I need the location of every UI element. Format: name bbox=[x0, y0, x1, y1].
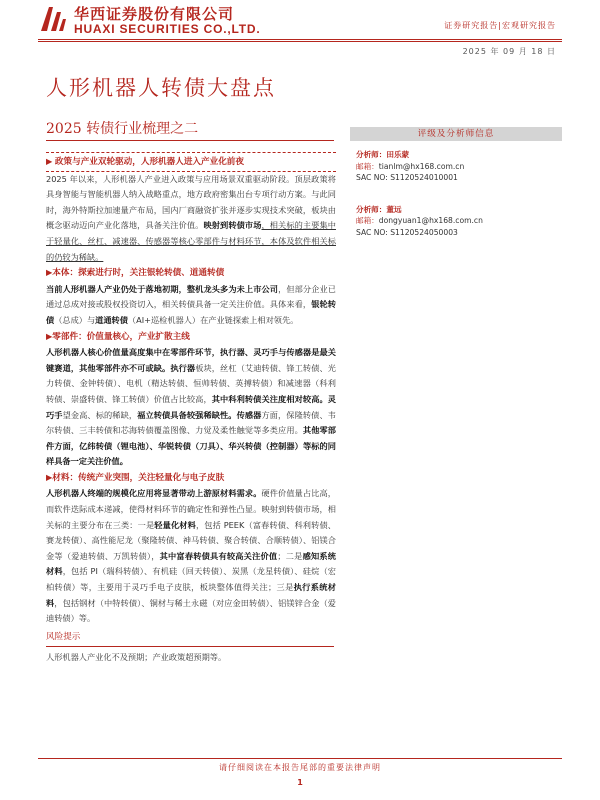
report-title: 人形机器人转债大盘点 bbox=[46, 76, 276, 100]
page-number: 1 bbox=[297, 778, 303, 787]
header-divider-secondary bbox=[38, 41, 562, 42]
triangle-bullet-icon: ▶ bbox=[46, 156, 55, 166]
section-2-heading: ▶本体：探索进行时，关注银轮转债、道通转债 bbox=[46, 267, 225, 279]
section-1-heading: ▶ 政策与产业双轮驱动，人形机器人进入产业化前夜 bbox=[46, 156, 244, 167]
report-subtitle: 2025 转债行业梳理之二 bbox=[46, 121, 199, 137]
header-divider bbox=[38, 39, 562, 40]
legal-disclaimer: 请仔细阅读在本报告尾部的重要法律声明 bbox=[219, 763, 381, 772]
analyst-sac: SAC NO: S1120524050003 bbox=[356, 227, 458, 237]
sidebar-heading: 评级及分析师信息 bbox=[350, 127, 562, 141]
section-1 bbox=[46, 152, 336, 172]
triangle-bullet-icon: ▶ bbox=[46, 330, 53, 341]
analyst-email-line: 邮箱：dongyuan1@hx168.com.cn bbox=[356, 216, 483, 225]
analyst-card bbox=[350, 149, 562, 184]
footer-divider bbox=[38, 758, 562, 759]
section-2-body: 当前人形机器人产业仍处于落地初期，整机龙头多为未上市公司，但部分企业已通过总成对接或股权投资切入，相关转债具备一定关注价值。具体来看，银轮转债（总成）与道通转债（AI+巡检机器人）在产业链探索上相对领先。 bbox=[46, 283, 336, 325]
company-name-en: HUAXI SECURITIES CO.,LTD. bbox=[74, 22, 261, 36]
analyst-name-line: 分析师：董远 bbox=[356, 204, 402, 214]
risk-divider bbox=[46, 646, 334, 647]
page-header bbox=[0, 0, 600, 50]
analyst-sidebar bbox=[350, 127, 562, 238]
risk-title: 风险提示 bbox=[46, 631, 81, 642]
huaxi-logo-icon bbox=[38, 4, 68, 34]
analyst-email-link[interactable]: dongyuan1@hx168.com.cn bbox=[378, 216, 483, 225]
section-1-body: 2025 年以来，人形机器人产业进入政策与应用场景双重驱动阶段。顶层政策将具身智能与智能机器人纳入战略重点，地方政府密集出台专项行动方案。与此同时，海外特斯拉加速量产布局，国内厂商融资扩张并逐步实现技术突破，板块由概念驱动迈向产业化落地，具备关注价值。映射到转债市场，相关标的主要集中于轻量化、丝杠、减速器、传感器等核心零部件与材料环节，本体及软件相关标的仍较为稀缺。 bbox=[46, 173, 336, 262]
analyst-name-line: 分析师：田乐蒙 bbox=[356, 150, 410, 159]
report-date: 2025 年 09 月 18 日 bbox=[462, 47, 556, 56]
subtitle-divider bbox=[46, 140, 334, 141]
analyst-email-link[interactable]: tianlm@hx168.com.cn bbox=[378, 161, 465, 171]
triangle-bullet-icon: ▶ bbox=[46, 471, 53, 482]
analyst-card bbox=[350, 204, 562, 239]
company-name-cn: 华西证券股份有限公司 bbox=[74, 5, 235, 23]
summary-body bbox=[46, 152, 336, 666]
report-type: 证券研究报告|宏观研究报告 bbox=[444, 21, 556, 30]
analyst-email-line: 邮箱：tianlm@hx168.com.cn bbox=[356, 161, 465, 171]
section-3-body: 人形机器人核心价值量高度集中在零部件环节，执行器、灵巧手与传感器是最关键赛道，其他零部件亦不可或缺。执行器板块，丝杠（艾迪转债、锋工转债、光力转债、金钟转债）、电机（精达转债、恒帅转债、英搏转债）和减速器（科利转债、崇盛转债、锋工转债）价值占比较高，其中科利转债关注度相对较高。灵巧手望金高、标的稀缺，福立转债具备较强稀缺性。传感器方面，保隆转债、韦尔转债、三丰转债和芯海转债覆盖图像、力觉及柔性触觉等多类应用。其他零部件方面，亿纬转债（锂电池）、华锐转债（刀具）、华兴转债（控制器）等标的同样具备一定关注价值。 bbox=[46, 347, 336, 467]
analyst-sac: SAC NO: S1120524010001 bbox=[356, 173, 458, 182]
section-4-body: 人形机器人终端的规模化应用将显著带动上游原材料需求。硬件价值量占比高，而软件迭际成本递减，使得材料环节的确定性和弹性凸显。映射到转债市场，相关标的主要分布在三类：一是轻量化材料，包括 PEEK（富春转债、科利转债、赛龙转债）、高性能尼龙（聚隆转债、神马转债、聚合转债、合顺转债）、铝镁合金等（爱迪转债、万凯转债），其中富春转债具有较高关注价值；二是感知系统材料，包括 PI（瑞科转债）、有机硅（回天转债）、炭黑（龙星转债）、硅烷（宏柏转债）等，主要用于灵巧手电子皮肤，板块整体值得关注；三是执行系统材料，包括钢材（中特转债）、铜材与稀土永磁（对应金田转债）、铝镁锌合金（爱迪转债）等。 bbox=[46, 488, 336, 624]
section-3-heading: ▶零部件：价值量核心，产业扩散主线 bbox=[46, 330, 190, 342]
section-4-heading: ▶材料：传统产业突围，关注轻量化与电子皮肤 bbox=[46, 471, 225, 483]
triangle-bullet-icon: ▶ bbox=[46, 267, 53, 278]
risk-text: 人形机器人产业化不及预期；产业政策超预期等。 bbox=[46, 652, 227, 663]
